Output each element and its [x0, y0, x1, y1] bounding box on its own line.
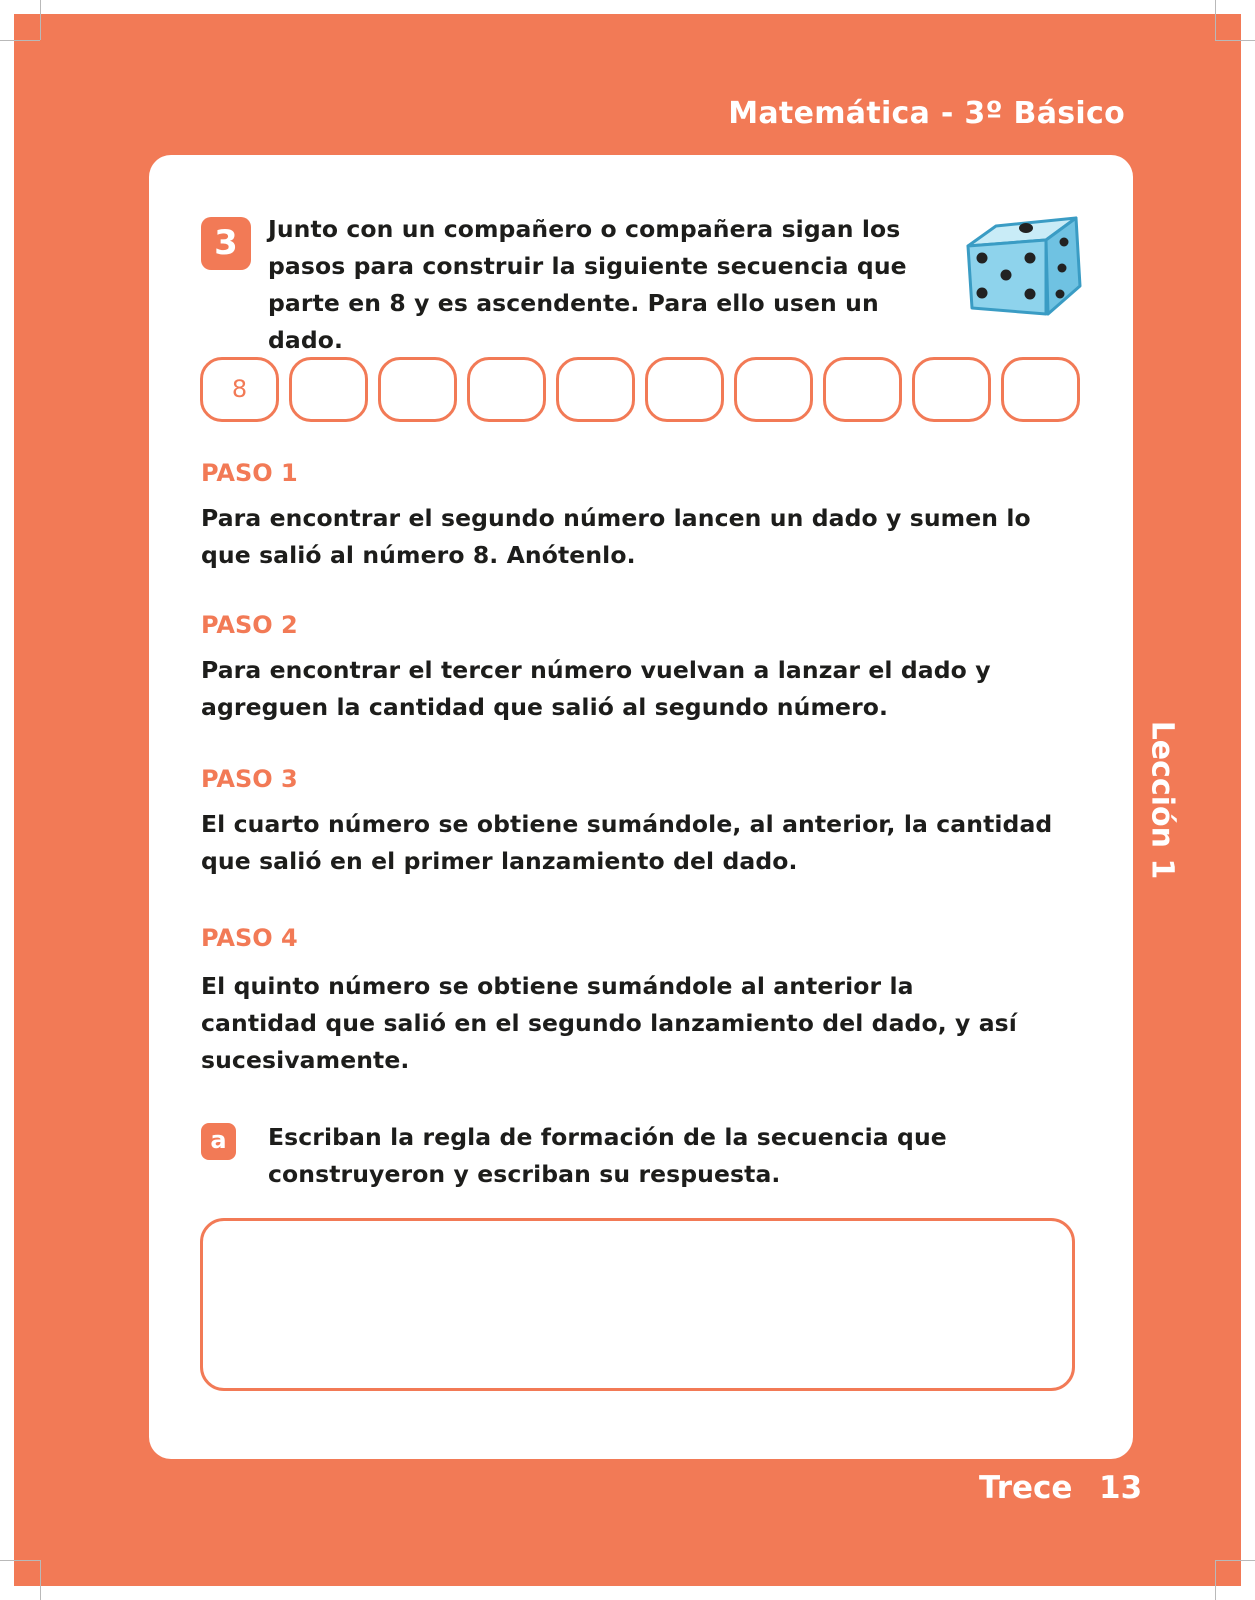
step-2-text: Para encontrar el tercer número vuelvan a lanzar el dado y agreguen la cantidad que salió al segundo número. — [201, 656, 991, 721]
crop-mark — [40, 0, 41, 40]
sequence-box[interactable]: 8 — [200, 357, 279, 422]
sequence-box[interactable] — [1001, 357, 1080, 422]
sequence-box[interactable] — [912, 357, 991, 422]
sequence-box[interactable] — [734, 357, 813, 422]
page-number-word: Trece — [979, 1470, 1073, 1506]
dice-icon — [962, 206, 1090, 324]
sequence-box[interactable] — [289, 357, 368, 422]
step-1-text: Para encontrar el segundo número lancen un dado y sumen lo que salió al número 8. Anótenlo. — [201, 504, 1031, 569]
answer-box[interactable] — [200, 1218, 1075, 1391]
question-letter-badge: a — [201, 1123, 236, 1160]
crop-mark — [0, 40, 40, 41]
crop-mark — [1215, 0, 1216, 40]
step-4-text: El quinto número se obtiene sumándole al anterior la cantidad que salió en el segundo lanzamiento del dado, y así sucesivamente. — [201, 972, 1017, 1074]
step-3-text: El cuarto número se obtiene sumándole, al anterior, la cantidad que salió en el primer lanzamiento del dado. — [201, 810, 1053, 875]
page-number: 13 — [1099, 1470, 1143, 1506]
sequence-box[interactable] — [378, 357, 457, 422]
crop-mark — [1215, 40, 1255, 41]
question-a-text: Escriban la regla de formación de la secuencia que construyeron y escriban su respuesta. — [268, 1123, 947, 1188]
sequence-box[interactable] — [645, 357, 724, 422]
crop-mark — [40, 1560, 41, 1600]
page-header-title: Matemática - 3º Básico — [728, 96, 1125, 131]
crop-mark — [1215, 1560, 1216, 1600]
activity-number-badge: 3 — [201, 217, 251, 270]
sequence-box[interactable] — [823, 357, 902, 422]
step-1-title: PASO 1 — [201, 459, 298, 487]
sequence-box[interactable] — [467, 357, 546, 422]
step-3-title: PASO 3 — [201, 765, 298, 793]
step-4-title: PASO 4 — [201, 924, 298, 952]
crop-mark — [0, 1560, 40, 1561]
crop-mark — [1215, 1560, 1255, 1561]
lesson-side-tab: Lección 1 — [1144, 720, 1180, 880]
step-2-title: PASO 2 — [201, 611, 298, 639]
sequence-box[interactable] — [556, 357, 635, 422]
activity-instructions: Junto con un compañero o compañera sigan los pasos para construir la siguiente secuencia que parte en 8 y es ascendente. Para ello usen un dado. — [268, 215, 907, 354]
